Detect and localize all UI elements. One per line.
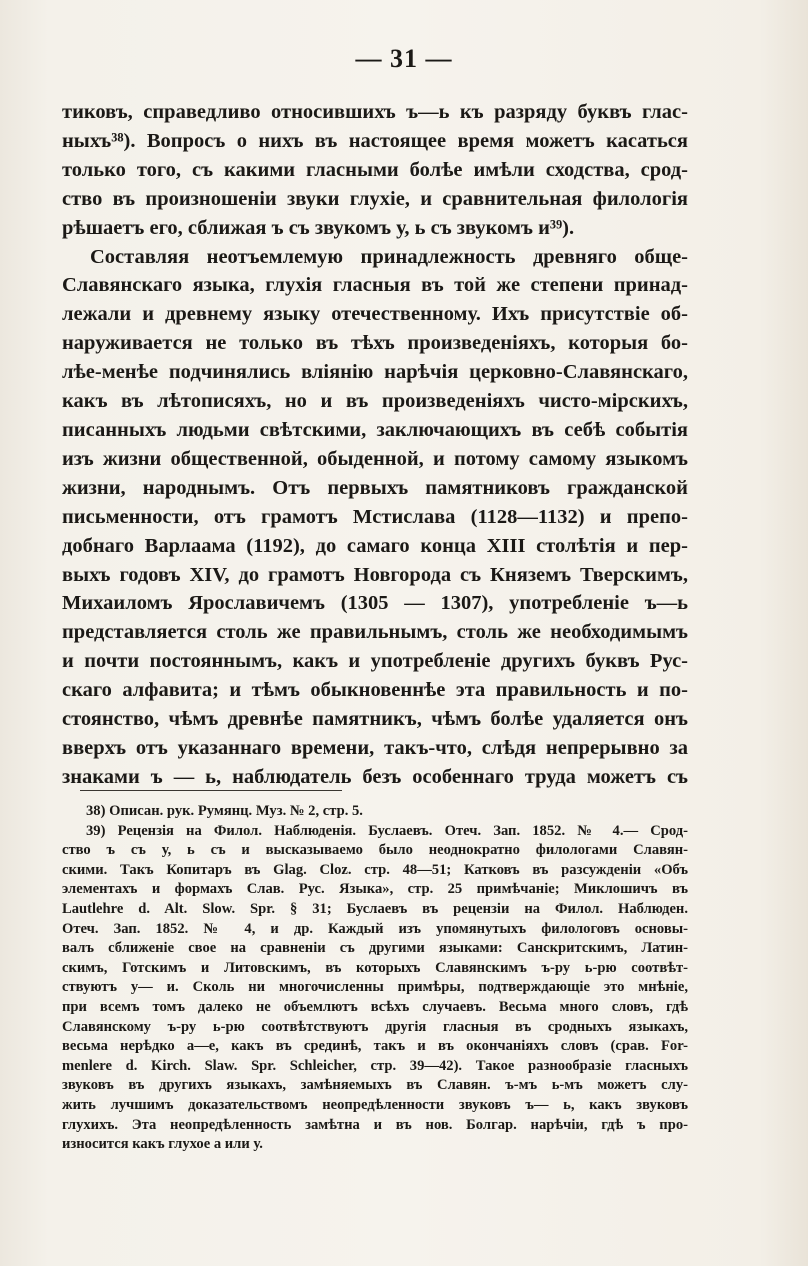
footnote-line: при всемъ томъ далеко не объемлютъ всѣхъ случаевъ. Весьма много словъ, гдѣ bbox=[62, 998, 688, 1015]
main-text bbox=[62, 98, 688, 792]
footnote-line: звуковъ въ другихъ языкахъ, замѣняемыхъ въ Славян. ъ-мъ ь-мъ можетъ слу- bbox=[62, 1077, 688, 1094]
footnote-line: жить лучшимъ доказательствомъ неопредѣленности звуковъ ъ— ь, какъ звуковъ bbox=[62, 1096, 688, 1113]
text-line: Славянскаго языка, глухія гласныя въ той же степени принад- bbox=[62, 274, 688, 297]
text-line: стоянство, чѣмъ древнѣе памятникъ, чѣмъ болѣе удаляется онъ bbox=[62, 708, 688, 731]
footnote-line: весьма нерѣдко а—е, какъ въ срединѣ, такъ и въ окончаніяхъ словъ (срав. For- bbox=[62, 1038, 688, 1055]
footnote-line: ствуютъ у— и. Сколь ни многочисленны примѣры, подтверждающіе это мнѣніе, bbox=[62, 979, 688, 996]
text-line: и почти постояннымъ, какъ и употребленіе другихъ буквъ Рус- bbox=[62, 650, 688, 673]
footnote-line: Отеч. Зап. 1852. № 4, и др. Каждый изъ упомянутыхъ филологовъ основы- bbox=[62, 920, 688, 937]
footnote-line: Славянскому ъ-ру ь-рю соотвѣтствуютъ другія гласныя въ сродныхъ языкахъ, bbox=[62, 1018, 688, 1035]
footnote-line: глухихъ. Эта неопредѣленность замѣтна и въ нов. Болгар. нарѣчіи, гдѣ ъ про- bbox=[62, 1116, 688, 1133]
text-line: Составляя неотъемлемую принадлежность древняго обще- bbox=[90, 245, 688, 268]
footnote-line: скими. Такъ Копитаръ въ Glag. Cloz. стр. 48—51; Катковъ въ разсужденіи «Объ bbox=[62, 861, 688, 878]
text-line: ныхъ³⁸). Вопросъ о нихъ въ настоящее время можетъ касаться bbox=[62, 129, 688, 152]
text-line: скаго алфавита; и тѣмъ обыкновеннѣе эта правильность и по- bbox=[62, 679, 688, 702]
text-line: знаками ъ — ь, наблюдатель безъ особеннаго труда можетъ съ bbox=[62, 765, 688, 788]
text-line: лѣе-менѣе подчинялись вліянію нарѣчія церковно-Славянскаго, bbox=[62, 361, 688, 384]
text-line: только того, съ какими гласными болѣе имѣли сходства, срод- bbox=[62, 158, 688, 181]
text-line: вверхъ отъ указаннаго времени, такъ-что, слѣдя непрерывно за bbox=[62, 736, 688, 759]
footnotes bbox=[62, 802, 688, 1155]
footnote-line: 39) Рецензія на Филол. Наблюденія. Буслаевъ. Отеч. Зап. 1852. № 4.— Срод- bbox=[86, 822, 688, 839]
footnote-line: Lautlehre d. Alt. Slow. Spr. § 31; Буслаевъ въ рецензіи на Филол. Наблюден. bbox=[62, 900, 688, 917]
text-line: выхъ годовъ XIV, до грамотъ Новгорода съ Княземъ Тверскимъ, bbox=[62, 563, 688, 586]
text-line: жизни, народнымъ. Отъ первыхъ памятниковъ гражданской bbox=[62, 476, 688, 499]
text-line: какъ въ лѣтописяхъ, но и въ произведеніяхъ чисто-мірскихъ, bbox=[62, 390, 688, 413]
footnote-line: 38) Описан. рук. Румянц. Муз. № 2, стр. 5. bbox=[86, 803, 363, 819]
text-line: наруживается не только въ тѣхъ произведеніяхъ, которыя бо- bbox=[62, 332, 688, 355]
text-line: рѣшаетъ его, сближая ъ съ звукомъ у, ь съ звукомъ и³⁹). bbox=[62, 216, 575, 239]
text-line: письменности, отъ грамотъ Мстислава (1128—1132) и препо- bbox=[62, 505, 688, 528]
footnote-rule bbox=[80, 790, 342, 791]
text-line: тиковъ, справедливо относившихъ ъ—ь къ разряду буквъ глас- bbox=[62, 101, 688, 123]
footnote-line: ство ъ съ у, ь съ и высказываемо было неоднократно филологами Славян- bbox=[62, 842, 688, 859]
footnote-line: элементахъ и формахъ Слав. Рус. Языка», стр. 25 примѣчаніе; Миклошичъ въ bbox=[62, 881, 688, 898]
text-line: ство въ произношеніи звуки глухіе, и сравнительная филологія bbox=[62, 187, 688, 210]
text-line: изъ жизни общественной, обыденной, и потому самому языкомъ bbox=[62, 447, 688, 470]
text-line: представляется столь же правильнымъ, столь же необходимымъ bbox=[62, 621, 688, 644]
footnote-line: menlere d. Kirch. Slaw. Spr. Schleicher, стр. 39—42). Такое разнообразіе гласныхъ bbox=[62, 1057, 688, 1074]
footnote-line: износится какъ глухое а или у. bbox=[62, 1136, 263, 1153]
footnote-line: скимъ, Готскимъ и Литовскимъ, въ которыхъ Славянскимъ ъ-ру ь-рю соотвѣт- bbox=[62, 959, 688, 976]
text-line: добнаго Варлаама (1192), до самаго конца XIII столѣтія и пер- bbox=[62, 534, 688, 557]
footnote-line: валъ сближеніе свое на сравненіи съ другими языками: Санскритскимъ, Латин- bbox=[62, 940, 688, 957]
text-line: писанныхъ людьми свѣтскими, заключающихъ въ себѣ событія bbox=[62, 418, 688, 441]
page-number: — 31 — bbox=[355, 44, 453, 73]
text-line: лежали и древнему языку отечественному. Ихъ присутствіе об- bbox=[62, 303, 688, 326]
text-line: Михаиломъ Ярославичемъ (1305 — 1307), употребленіе ъ—ь bbox=[62, 592, 688, 615]
